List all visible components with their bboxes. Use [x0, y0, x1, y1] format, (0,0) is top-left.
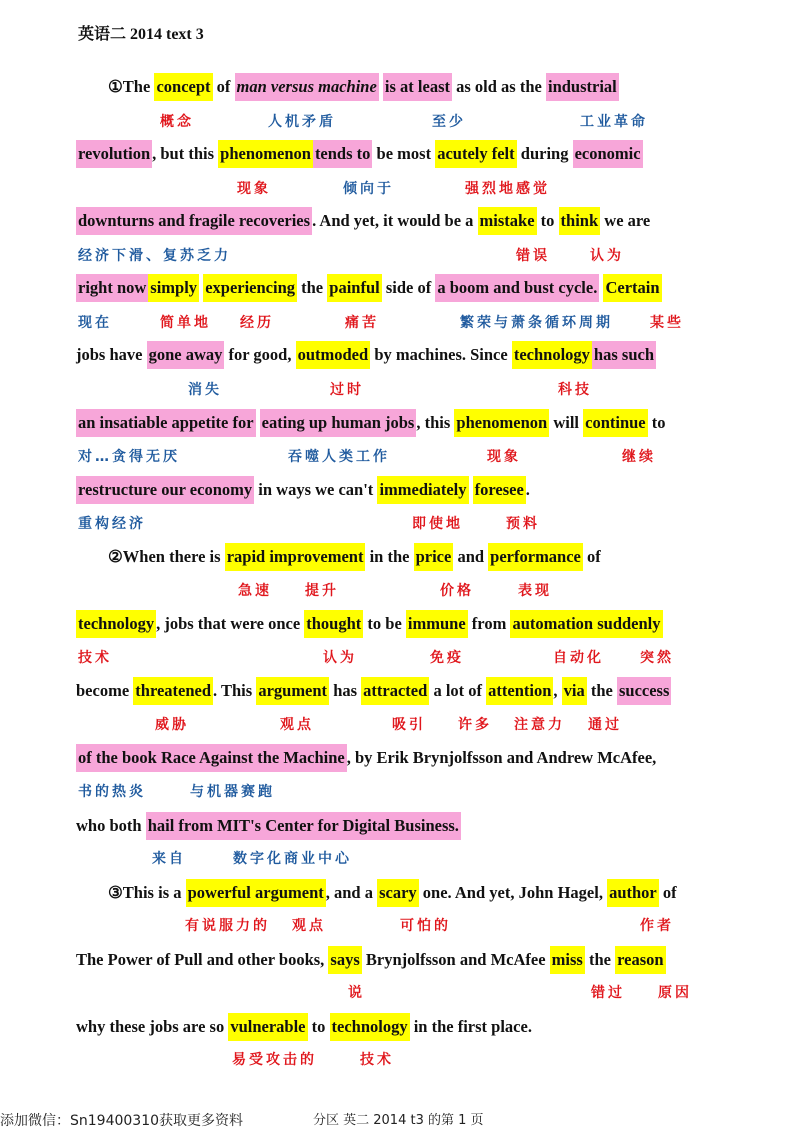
text-run: the	[584, 950, 616, 969]
yellow-highlight: immune	[406, 610, 468, 638]
footer-contact-note: 添加微信：Sn19400310获取更多资料	[0, 1113, 244, 1129]
red-annotation: 认为	[323, 650, 357, 666]
yellow-highlight: attention	[486, 677, 553, 705]
text-line-11	[76, 744, 656, 772]
pink-highlight: an insatiable appetite for	[76, 409, 256, 437]
pink-highlight: economic	[573, 140, 643, 168]
red-annotation: 表现	[518, 583, 552, 599]
text-run: of	[212, 77, 235, 96]
red-annotation: 原因	[658, 985, 692, 1001]
text-run: during	[516, 144, 573, 163]
text-run: to be	[363, 614, 406, 633]
text-run: be most	[372, 144, 436, 163]
yellow-highlight: Certain	[603, 274, 661, 302]
text-line-10	[76, 677, 671, 705]
text-run: to	[307, 1017, 330, 1036]
text-run: has	[329, 681, 362, 700]
text-run: .	[525, 480, 530, 499]
yellow-highlight: outmoded	[296, 341, 371, 369]
red-annotation: 过时	[330, 382, 364, 398]
text-run: , by Erik Brynjolfsson and Andrew McAfee,	[346, 748, 657, 767]
document-title: 英语二 2014 text 3	[78, 26, 204, 43]
text-run: why these jobs are so	[76, 1017, 229, 1036]
red-annotation: 科技	[558, 382, 592, 398]
red-annotation: 价格	[440, 583, 474, 599]
text-line-13	[108, 879, 677, 907]
text-run: the	[586, 681, 617, 700]
blue-annotation: 重构经济	[78, 516, 146, 532]
red-annotation: 观点	[280, 717, 314, 733]
red-annotation: 强烈地感觉	[465, 181, 550, 197]
red-annotation: 自动化	[553, 650, 604, 666]
yellow-highlight: painful	[327, 274, 381, 302]
red-annotation: 痛苦	[345, 315, 379, 331]
blue-annotation: 吞噬人类工作	[288, 449, 390, 465]
pink-highlight: eating up human jobs	[260, 409, 417, 437]
yellow-highlight: experiencing	[203, 274, 297, 302]
text-run: ③This is a	[108, 883, 186, 902]
text-run: from	[467, 614, 511, 633]
blue-annotation: 与机器赛跑	[190, 784, 275, 800]
red-annotation: 技术	[78, 650, 112, 666]
yellow-highlight: thought	[304, 610, 363, 638]
yellow-highlight: via	[562, 677, 587, 705]
yellow-highlight: rapid improvement	[225, 543, 366, 571]
yellow-highlight: author	[607, 879, 659, 907]
text-run: in the first place.	[409, 1017, 532, 1036]
text-run: of	[582, 547, 601, 566]
pink-highlight: has such	[592, 341, 656, 369]
text-line-7	[76, 476, 530, 504]
pink-highlight: of the book Race Against the Machine	[76, 744, 347, 772]
text-run: , and a	[325, 883, 378, 902]
pink-highlight: hail from MIT's Center for Digital Business.	[146, 812, 461, 840]
text-run: , jobs that were once	[156, 614, 305, 633]
red-annotation: 某些	[650, 315, 684, 331]
blue-annotation: 繁荣与萧条循环周期	[460, 315, 613, 331]
yellow-highlight: attracted	[361, 677, 429, 705]
text-run: who both	[76, 816, 146, 835]
text-run: Brynjolfsson and McAfee	[361, 950, 550, 969]
red-annotation: 现象	[237, 181, 271, 197]
yellow-highlight: technology	[512, 341, 592, 369]
text-run: ①The	[108, 77, 155, 96]
blue-annotation: 倾向于	[343, 181, 394, 197]
text-run: , this	[416, 413, 455, 432]
red-annotation: 错过	[591, 985, 625, 1001]
yellow-highlight: concept	[154, 73, 212, 101]
text-line-6	[76, 409, 666, 437]
pink-highlight: downturns and fragile recoveries	[76, 207, 312, 235]
yellow-highlight: phenomenon	[454, 409, 549, 437]
pink-highlight: right now	[76, 274, 148, 302]
yellow-highlight: phenomenon	[218, 140, 313, 168]
blue-annotation: 书的热炎	[78, 784, 146, 800]
text-line-3	[76, 207, 650, 235]
text-run: for good,	[224, 345, 296, 364]
red-annotation: 可怕的	[400, 918, 451, 934]
pink-highlight: is at least	[383, 73, 452, 101]
text-run: to	[647, 413, 666, 432]
text-run: in ways we can't	[254, 480, 378, 499]
blue-annotation: 数字化商业中心	[233, 851, 352, 867]
text-run: the	[297, 278, 328, 297]
red-annotation: 提升	[305, 583, 339, 599]
pink-highlight: restructure our economy	[76, 476, 254, 504]
text-line-1	[108, 73, 619, 101]
text-run: in the	[365, 547, 414, 566]
yellow-highlight: threatened	[133, 677, 213, 705]
text-line-8	[108, 543, 601, 571]
text-run: The Power of Pull and other books,	[76, 950, 329, 969]
red-annotation: 作者	[640, 918, 674, 934]
text-run: side of	[381, 278, 436, 297]
text-run: a lot of	[429, 681, 487, 700]
yellow-highlight: argument	[256, 677, 329, 705]
red-annotation: 通过	[588, 717, 622, 733]
pink-highlight: tends to	[313, 140, 372, 168]
yellow-highlight: simply	[148, 274, 199, 302]
red-annotation: 威胁	[155, 717, 189, 733]
text-line-2	[76, 140, 643, 168]
blue-annotation: 人机矛盾	[268, 114, 336, 130]
yellow-highlight: technology	[330, 1013, 410, 1041]
yellow-highlight: reason	[615, 946, 665, 974]
text-line-15	[76, 1013, 532, 1041]
text-run: ②When there is	[108, 547, 225, 566]
text-run: by machines. Since	[370, 345, 512, 364]
red-annotation: 观点	[292, 918, 326, 934]
red-annotation: 免疫	[430, 650, 464, 666]
red-annotation: 说	[348, 985, 365, 1001]
blue-annotation: 经济下滑、复苏乏力	[78, 248, 231, 264]
text-run: as old as the	[452, 77, 546, 96]
yellow-highlight: technology	[76, 610, 156, 638]
yellow-highlight: think	[559, 207, 601, 235]
text-run: of	[658, 883, 677, 902]
red-annotation: 现象	[487, 449, 521, 465]
yellow-highlight: foresee	[473, 476, 526, 504]
text-line-9	[76, 610, 663, 638]
text-run: to	[536, 211, 559, 230]
pink-highlight: man versus machine	[235, 73, 379, 101]
red-annotation: 易受攻击的	[232, 1052, 317, 1068]
red-annotation: 简单地	[160, 315, 211, 331]
text-run: ,	[553, 681, 562, 700]
blue-annotation: 至少	[432, 114, 466, 130]
red-annotation: 急速	[238, 583, 272, 599]
yellow-highlight: acutely felt	[435, 140, 516, 168]
text-run: , but this	[152, 144, 219, 163]
yellow-highlight: scary	[377, 879, 419, 907]
yellow-highlight: performance	[488, 543, 583, 571]
text-run: . And yet, it would be a	[312, 211, 478, 230]
blue-annotation: 消失	[188, 382, 222, 398]
text-run: one. And yet, John Hagel,	[418, 883, 608, 902]
blue-annotation: 工业革命	[580, 114, 648, 130]
red-annotation: 继续	[622, 449, 656, 465]
red-annotation: 技术	[360, 1052, 394, 1068]
text-run: and	[453, 547, 489, 566]
yellow-highlight: miss	[550, 946, 585, 974]
yellow-highlight: mistake	[478, 207, 537, 235]
yellow-highlight: says	[328, 946, 361, 974]
blue-annotation: 现在	[78, 315, 112, 331]
text-line-5	[76, 341, 656, 369]
yellow-highlight: powerful argument	[186, 879, 326, 907]
pink-highlight: gone away	[147, 341, 225, 369]
red-annotation: 有说服力的	[185, 918, 270, 934]
text-run: . This	[213, 681, 257, 700]
yellow-highlight: automation suddenly	[510, 610, 662, 638]
red-annotation: 概念	[160, 114, 194, 130]
text-run: become	[76, 681, 134, 700]
yellow-highlight: price	[414, 543, 454, 571]
red-annotation: 认为	[590, 248, 624, 264]
red-annotation: 预料	[506, 516, 540, 532]
pink-highlight: revolution	[76, 140, 152, 168]
page-footer-label: 分区 英二 2014 t3 的第 1 页	[313, 1113, 484, 1128]
red-annotation: 许多	[458, 717, 492, 733]
pink-highlight: a boom and bust cycle.	[435, 274, 599, 302]
red-annotation: 注意力	[514, 717, 565, 733]
blue-annotation: 对…贪得无厌	[78, 449, 180, 465]
yellow-highlight: continue	[583, 409, 648, 437]
yellow-highlight: vulnerable	[228, 1013, 307, 1041]
red-annotation: 突然	[640, 650, 674, 666]
red-annotation: 错误	[516, 248, 550, 264]
red-annotation: 经历	[240, 315, 274, 331]
pink-highlight: success	[617, 677, 671, 705]
red-annotation: 即使地	[412, 516, 463, 532]
text-run: jobs have	[76, 345, 147, 364]
text-line-14	[76, 946, 666, 974]
pink-highlight: industrial	[546, 73, 619, 101]
blue-annotation: 来自	[152, 851, 186, 867]
yellow-highlight: immediately	[377, 476, 468, 504]
red-annotation: 吸引	[392, 717, 426, 733]
text-line-12	[76, 812, 461, 840]
text-run: we are	[600, 211, 651, 230]
text-line-4	[76, 274, 662, 302]
text-run: will	[549, 413, 584, 432]
